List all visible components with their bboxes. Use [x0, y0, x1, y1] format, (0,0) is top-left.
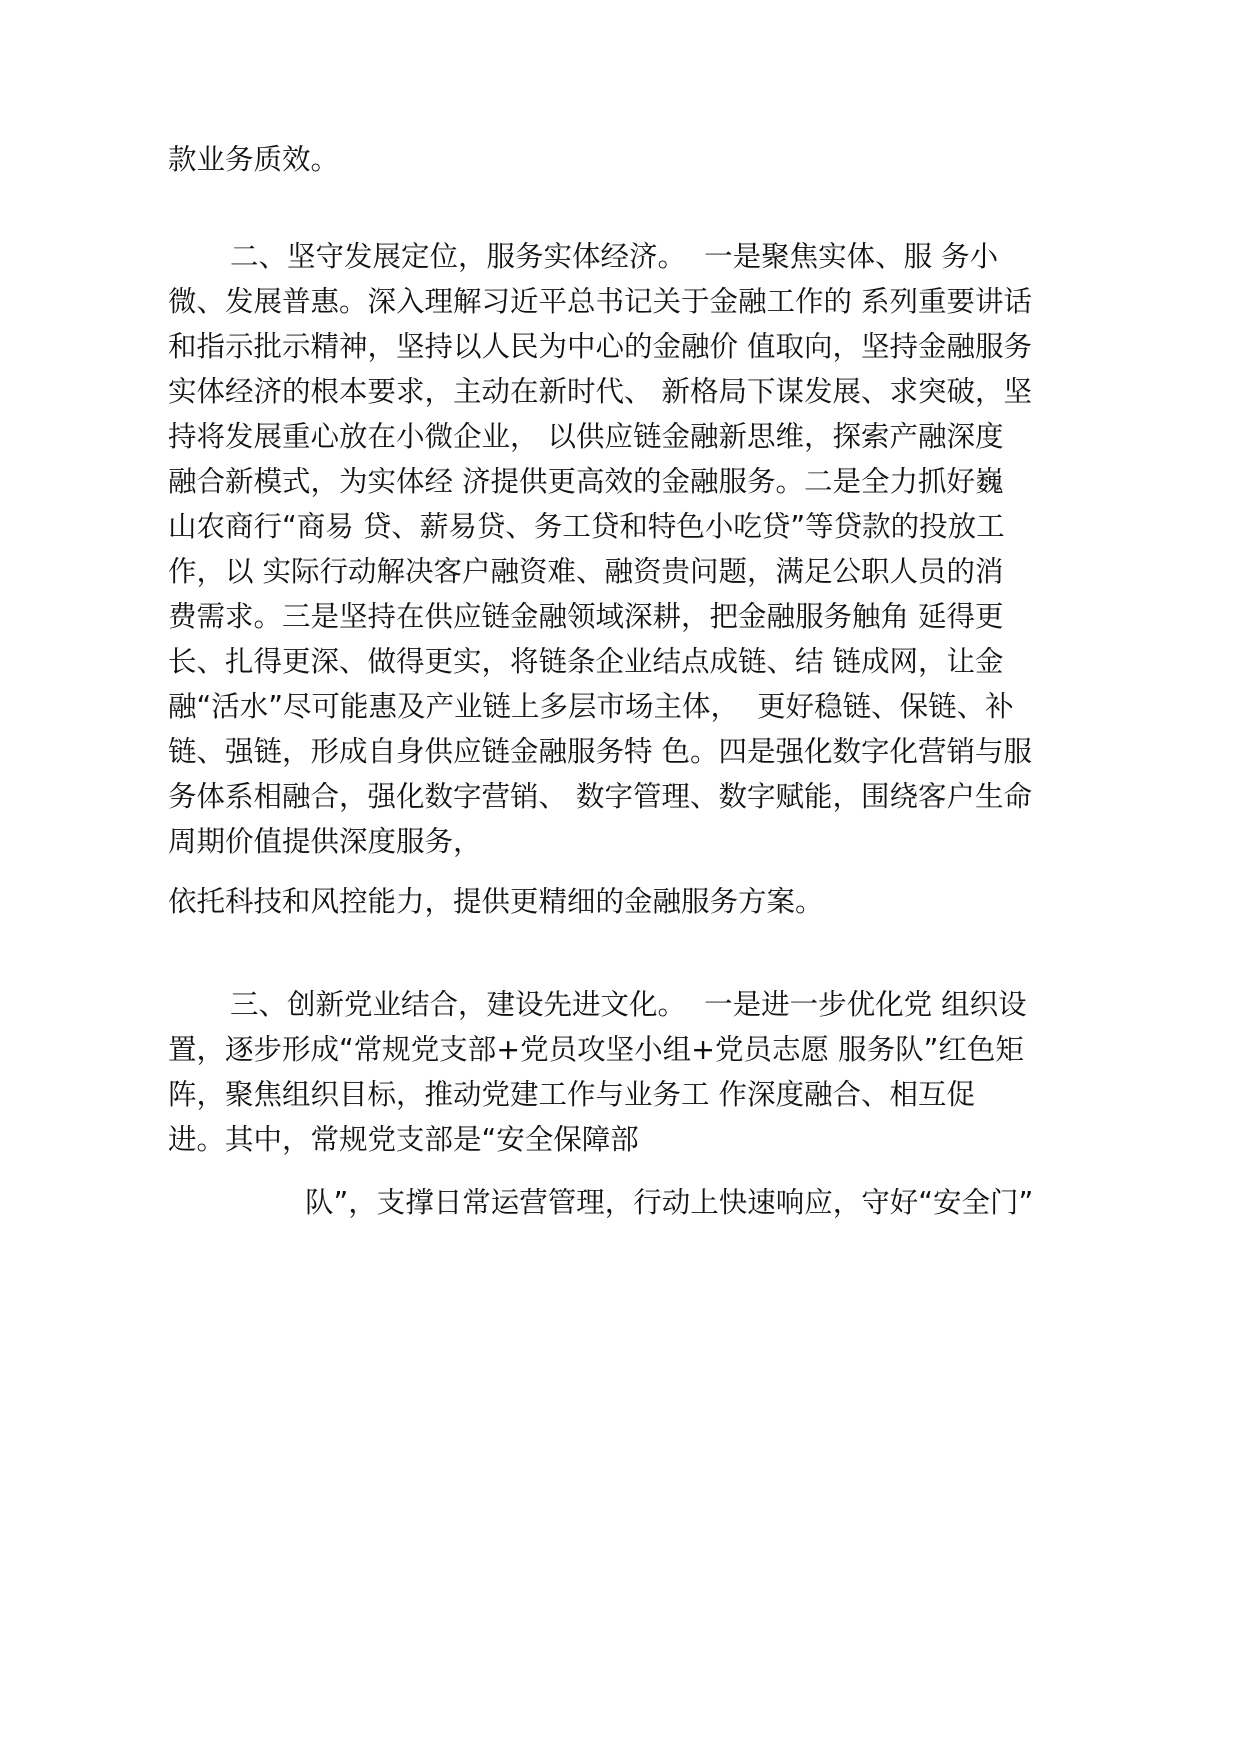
text-line: 链、强链，形成自身供应链金融服务特 色。四是强化数字化营销与服	[168, 735, 1033, 768]
text-line: 融合新模式，为实体经 济提供更高效的金融服务。二是全力抓好巍	[168, 465, 1004, 498]
text-line: 和指示批示精神，坚持以人民为中心的金融价 值取向，坚持金融服务	[168, 330, 1033, 363]
text-line: 实体经济的根本要求，主动在新时代、 新格局下谋发展、求突破，坚	[168, 375, 1033, 408]
text-line: 务体系相融合，强化数字营销、 数字管理、数字赋能，围绕客户生命	[168, 780, 1033, 813]
section-heading-line: 二、坚守发展定位，服务实体经济。 一是聚焦实体、服 务小	[230, 240, 999, 273]
text-line: 周期价值提供深度服务，	[168, 825, 482, 858]
text-line: 置，逐步形成“常规党支部+党员攻坚小组+党员志愿 服务队”红色矩	[168, 1033, 1024, 1066]
text-line: 长、扎得更深、做得更实，将链条企业结点成链、结 链成网，让金	[168, 645, 1004, 678]
text-line: 款业务质效。	[168, 143, 340, 176]
section-heading-line: 三、创新党业结合，建设先进文化。 一是进一步优化党 组织设	[230, 988, 1027, 1021]
text-line: 微、发展普惠。深入理解习近平总书记关于金融工作的 系列重要讲话	[168, 285, 1033, 318]
text-line: 依托科技和风控能力，提供更精细的金融服务方案。	[168, 885, 824, 918]
text-line: 阵，聚焦组织目标，推动党建工作与业务工 作深度融合、相互促	[168, 1078, 976, 1111]
text-line: 进。其中，常规党支部是“安全保障部	[168, 1123, 639, 1156]
text-line: 持将发展重心放在小微企业， 以供应链金融新思维，探索产融深度	[168, 420, 1004, 453]
text-line: 费需求。三是坚持在供应链金融领域深耕，把金融服务触角 延得更	[168, 600, 1004, 633]
text-line: 作，以 实际行动解决客户融资难、融资贵问题，满足公职人员的消	[168, 555, 1004, 588]
text-line: 山农商行“商易 贷、薪易贷、务工贷和特色小吃贷”等贷款的投放工	[168, 510, 1005, 543]
text-line: 队”，支撑日常运营管理，行动上快速响应，守好“安全门”	[305, 1186, 1034, 1219]
text-line: 融“活水”尽可能惠及产业链上多层市场主体， 更好稳链、保链、补	[168, 690, 1014, 723]
